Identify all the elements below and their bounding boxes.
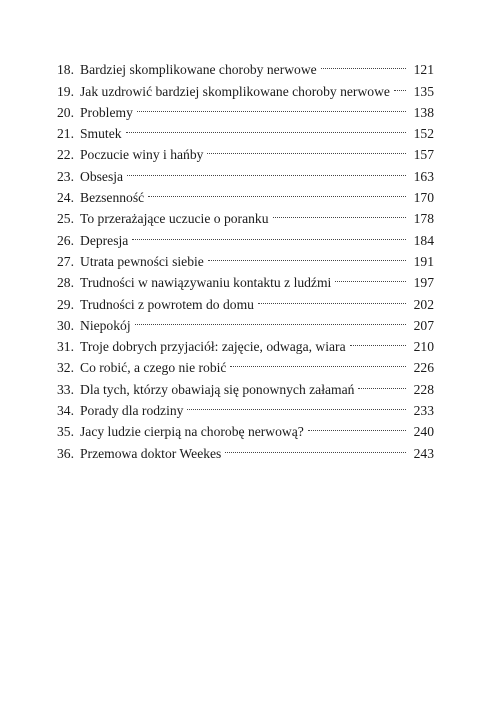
chapter-title: Bezsenność <box>80 190 145 206</box>
page-number: 184 <box>413 232 434 248</box>
page-number: 191 <box>413 253 434 269</box>
chapter-title: To przerażające uczucie o poranku <box>80 211 269 227</box>
chapter-number: 33. <box>57 381 74 397</box>
chapter-number: 29. <box>57 296 74 312</box>
chapter-number: 31. <box>57 339 74 355</box>
page-number: 197 <box>413 275 434 291</box>
chapter-number: 22. <box>57 147 74 163</box>
page-number: 135 <box>413 83 434 99</box>
chapter-number: 27. <box>57 253 74 269</box>
page-number: 178 <box>413 211 434 227</box>
chapter-number: 23. <box>57 168 74 184</box>
chapter-title: Jacy ludzie cierpią na chorobę nerwową? <box>80 424 304 440</box>
chapter-number: 21. <box>57 126 74 142</box>
page-number: 240 <box>413 424 434 440</box>
page-number: 243 <box>413 445 434 461</box>
chapter-number: 19. <box>57 83 74 99</box>
chapter-title: Obsesja <box>80 168 124 184</box>
page-number: 163 <box>413 168 434 184</box>
chapter-number: 36. <box>57 445 74 461</box>
page-number: 121 <box>413 62 434 78</box>
chapter-title: Porady dla rodziny <box>80 403 184 419</box>
dot-leader <box>127 159 406 180</box>
dot-leader <box>207 138 406 159</box>
dot-leader <box>135 309 406 330</box>
dot-leader <box>137 96 406 117</box>
chapter-number: 20. <box>57 104 74 120</box>
chapter-title: Bardziej skomplikowane choroby nerwowe <box>80 62 317 78</box>
dot-leader <box>350 330 406 351</box>
chapter-number: 25. <box>57 211 74 227</box>
dot-leader <box>126 117 406 138</box>
page-number: 152 <box>413 126 434 142</box>
dot-leader <box>273 202 407 223</box>
chapter-number: 24. <box>57 190 74 206</box>
chapter-title: Przemowa doktor Weekes <box>80 445 222 461</box>
chapter-number: 34. <box>57 403 74 419</box>
page-number: 170 <box>413 190 434 206</box>
dot-leader <box>132 223 406 244</box>
chapter-title: Dla tych, którzy obawiają się ponownych załamań <box>80 381 355 397</box>
chapter-number: 32. <box>57 360 74 376</box>
chapter-number: 18. <box>57 62 74 78</box>
chapter-number: 30. <box>57 317 74 333</box>
dot-leader <box>187 394 406 415</box>
table-of-contents <box>57 53 434 461</box>
dot-leader <box>230 351 406 372</box>
chapter-title: Troje dobrych przyjaciół: zajęcie, odwaga, wiara <box>80 339 346 355</box>
dot-leader <box>148 181 406 202</box>
chapter-number: 26. <box>57 232 74 248</box>
chapter-title: Depresja <box>80 232 129 248</box>
dot-leader <box>358 372 406 393</box>
chapter-title: Trudności z powrotem do domu <box>80 296 254 312</box>
dot-leader <box>335 266 406 287</box>
page-number: 233 <box>413 403 434 419</box>
chapter-title: Co robić, a czego nie robić <box>80 360 227 376</box>
toc-entry <box>57 53 434 78</box>
chapter-number: 28. <box>57 275 74 291</box>
dot-leader <box>308 415 406 436</box>
dot-leader <box>208 245 406 266</box>
page-number: 138 <box>413 104 434 120</box>
chapter-title: Smutek <box>80 126 122 142</box>
dot-leader <box>394 74 406 95</box>
page-number: 157 <box>413 147 434 163</box>
chapter-title: Trudności w nawiązywaniu kontaktu z ludźmi <box>80 275 332 291</box>
chapter-title: Utrata pewności siebie <box>80 253 204 269</box>
chapter-title: Poczucie winy i hańby <box>80 147 204 163</box>
chapter-title: Niepokój <box>80 317 131 333</box>
dot-leader <box>225 436 406 457</box>
page-number: 226 <box>413 360 434 376</box>
page-number: 207 <box>413 317 434 333</box>
dot-leader <box>321 53 406 74</box>
page-number: 202 <box>413 296 434 312</box>
chapter-number: 35. <box>57 424 74 440</box>
dot-leader <box>258 287 406 308</box>
page-number: 228 <box>413 381 434 397</box>
chapter-title: Jak uzdrowić bardziej skomplikowane choroby nerwowe <box>80 83 390 99</box>
chapter-title: Problemy <box>80 104 133 120</box>
page-number: 210 <box>413 339 434 355</box>
